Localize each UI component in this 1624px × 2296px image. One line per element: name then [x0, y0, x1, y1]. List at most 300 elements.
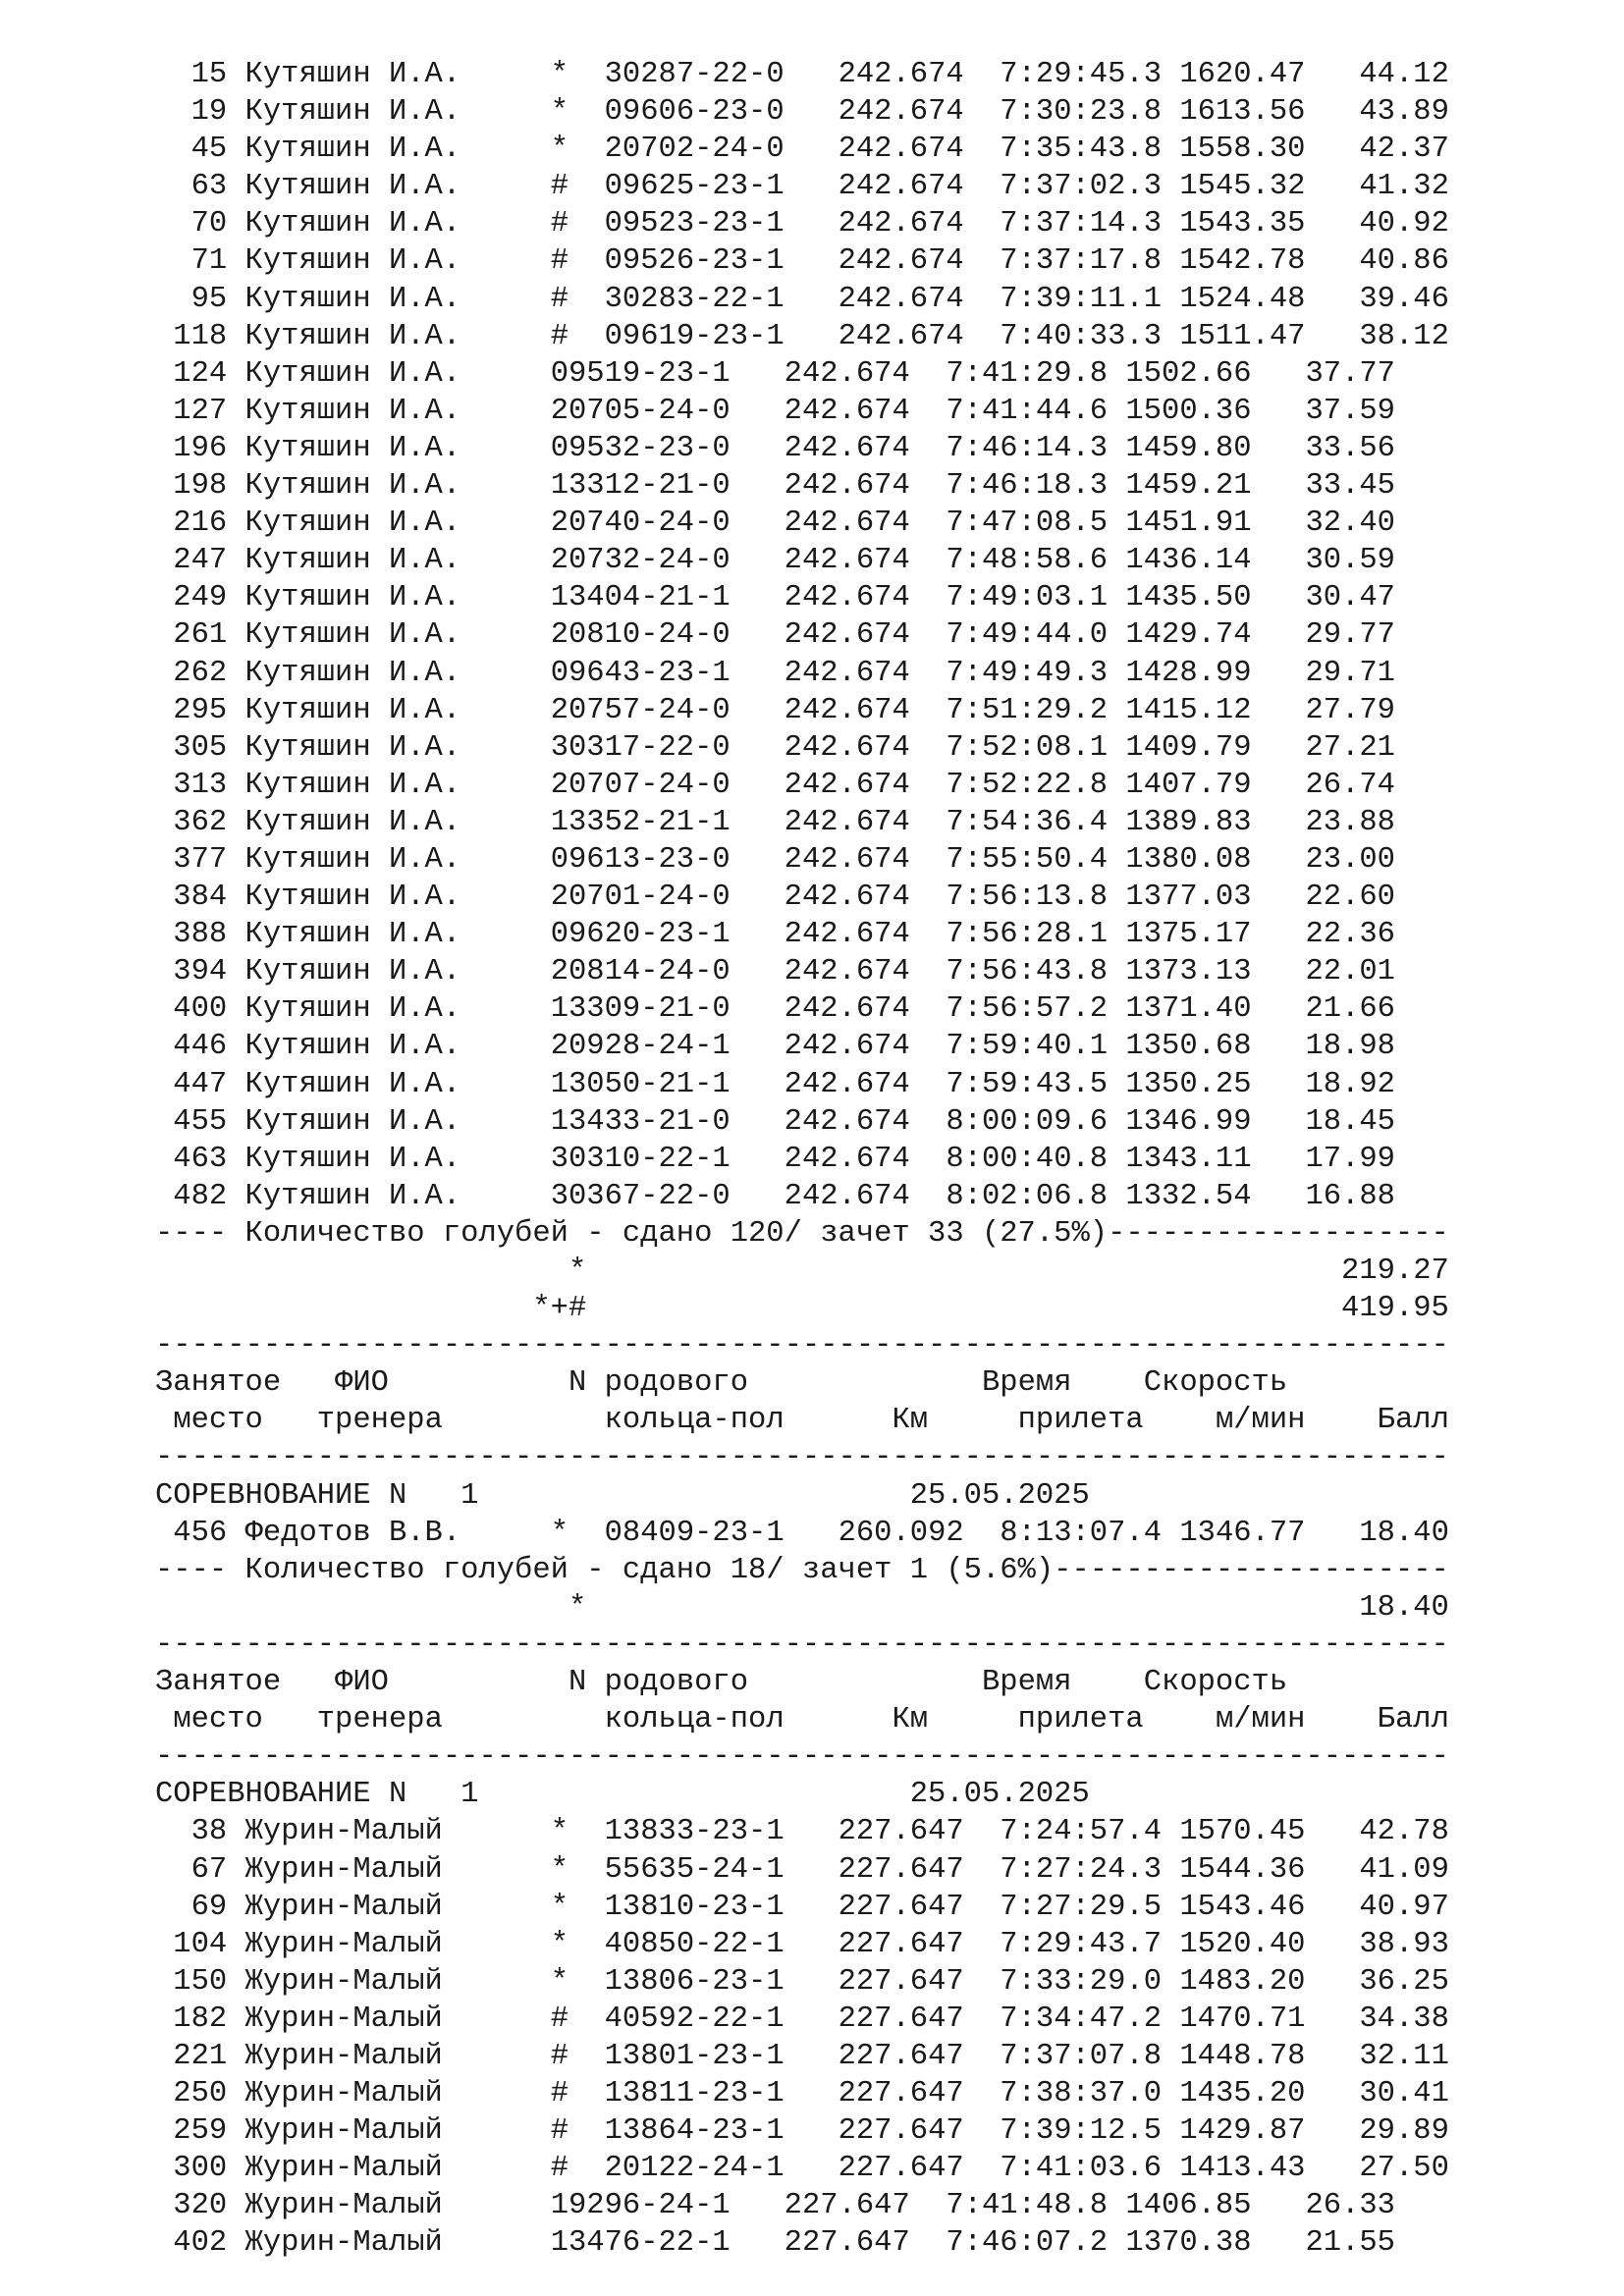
result-name: Журин-Малый — [244, 1852, 551, 1887]
result-name: Журин-Малый — [244, 2152, 551, 2186]
result-name: Журин-Малый — [244, 1927, 551, 1961]
result-km: 242.674 — [838, 319, 964, 353]
result-speed: 1502.66 — [1125, 356, 1252, 391]
result-place: 118 — [155, 319, 228, 353]
result-points: 37.59 — [1287, 394, 1395, 428]
result-row — [155, 467, 1449, 505]
result-place: 63 — [155, 170, 228, 204]
result-row — [155, 767, 1449, 804]
result-time: 7:30:23.8 — [1000, 95, 1163, 130]
result-time: 7:56:13.8 — [946, 881, 1109, 915]
result-points: 34.38 — [1341, 2002, 1449, 2036]
result-ring: 30310-22-1 — [550, 1142, 731, 1176]
result-name: Журин-Малый — [244, 2039, 551, 2073]
result-place: 313 — [155, 768, 228, 802]
result-points: 39.46 — [1341, 282, 1449, 316]
result-km: 242.674 — [784, 1142, 910, 1176]
result-ring: 20810-24-0 — [550, 618, 731, 653]
result-ring: 08409-23-1 — [604, 1516, 785, 1550]
result-speed: 1415.12 — [1125, 693, 1252, 727]
result-ring: 09620-23-1 — [550, 918, 731, 952]
result-ring: 30367-22-0 — [550, 1179, 731, 1213]
result-place: 127 — [155, 394, 228, 428]
result-place: 15 — [155, 58, 228, 91]
result-points: 18.40 — [1341, 1516, 1449, 1550]
header-name: тренера — [316, 1703, 443, 1737]
total-line — [155, 1589, 1449, 1627]
result-points: 32.11 — [1341, 2039, 1449, 2073]
result-ring: 13810-23-1 — [604, 1890, 785, 1924]
result-speed: 1413.43 — [1179, 2152, 1306, 2186]
result-km: 260.092 — [838, 1516, 964, 1550]
table-header — [155, 1402, 1449, 1439]
summary-text: Количество голубей - сдано 18/ зачет 1 (5.6%) — [244, 1553, 1055, 1587]
total-value: 419.95 — [1341, 1292, 1449, 1326]
result-row — [155, 1103, 1449, 1141]
result-speed: 1613.56 — [1179, 95, 1306, 130]
result-name: Кутяшин И.А. — [244, 244, 551, 279]
result-km: 242.674 — [784, 730, 910, 765]
result-points: 17.99 — [1287, 1142, 1395, 1176]
result-time: 7:49:44.0 — [946, 618, 1109, 653]
result-km: 227.647 — [838, 2114, 964, 2149]
result-row — [155, 2224, 1449, 2262]
result-name: Кутяшин И.А. — [244, 95, 551, 130]
result-ring: 20732-24-0 — [550, 544, 731, 578]
result-speed: 1380.08 — [1125, 842, 1252, 877]
divider: ------------------------------------------------------------------------ — [155, 1441, 1449, 1475]
result-place: 124 — [155, 356, 228, 391]
result-place: 259 — [155, 2114, 228, 2149]
result-km: 227.647 — [838, 1852, 964, 1887]
result-points: 40.92 — [1341, 207, 1449, 241]
result-name: Кутяшин И.А. — [244, 805, 551, 839]
header-points: Балл — [1377, 1703, 1449, 1737]
result-ring: 19296-24-1 — [550, 2189, 731, 2223]
result-km: 227.647 — [838, 1815, 964, 1849]
result-ring: 55635-24-1 — [604, 1852, 785, 1887]
result-points: 38.12 — [1341, 319, 1449, 353]
result-points: 40.86 — [1341, 244, 1449, 279]
result-row — [155, 916, 1449, 953]
result-time: 7:41:03.6 — [1000, 2152, 1163, 2186]
result-name: Журин-Малый — [244, 2002, 551, 2036]
header-ring: N родового — [568, 1366, 749, 1401]
result-row — [155, 804, 1449, 841]
result-points: 40.97 — [1341, 1890, 1449, 1924]
header-speed: м/мин — [1215, 1404, 1306, 1438]
result-speed: 1459.21 — [1125, 469, 1252, 504]
result-place: 70 — [155, 207, 228, 241]
header-km: Км — [892, 1404, 929, 1438]
result-km: 242.674 — [784, 842, 910, 877]
result-name: Кутяшин И.А. — [244, 507, 551, 541]
result-row — [155, 1141, 1449, 1178]
result-km: 242.674 — [838, 282, 964, 316]
total-mark: * — [568, 1590, 587, 1625]
header-km: Км — [892, 1703, 929, 1737]
result-ring: 13312-21-0 — [550, 469, 731, 504]
result-time: 7:56:43.8 — [946, 955, 1109, 989]
result-ring: 20705-24-0 — [550, 394, 731, 428]
result-mark: # — [550, 170, 605, 204]
result-ring: 13806-23-1 — [604, 1964, 785, 1999]
result-row — [155, 616, 1449, 654]
result-name: Кутяшин И.А. — [244, 544, 551, 578]
result-row — [155, 56, 1449, 93]
result-points: 16.88 — [1287, 1179, 1395, 1213]
result-km: 242.674 — [784, 1104, 910, 1139]
result-time: 7:51:29.2 — [946, 693, 1109, 727]
result-points: 43.89 — [1341, 95, 1449, 130]
result-points: 18.98 — [1287, 1030, 1395, 1064]
result-speed: 1459.80 — [1125, 431, 1252, 465]
result-name: Кутяшин И.А. — [244, 918, 551, 952]
result-speed: 1520.40 — [1179, 1927, 1306, 1961]
result-place: 394 — [155, 955, 228, 989]
result-place: 402 — [155, 2226, 228, 2261]
header-ring: кольца-пол — [604, 1404, 785, 1438]
result-place: 221 — [155, 2039, 228, 2073]
result-name: Кутяшин И.А. — [244, 319, 551, 353]
result-row — [155, 393, 1449, 430]
result-mark: # — [550, 319, 605, 353]
result-km: 242.674 — [784, 507, 910, 541]
result-row — [155, 2150, 1449, 2187]
result-row — [155, 729, 1449, 767]
result-time: 7:54:36.4 — [946, 805, 1109, 839]
result-ring: 09619-23-1 — [604, 319, 785, 353]
result-mark: * — [550, 1964, 605, 1999]
result-row — [155, 990, 1449, 1028]
result-ring: 09606-23-0 — [604, 95, 785, 130]
result-ring: 13476-22-1 — [550, 2226, 731, 2261]
result-speed: 1429.87 — [1179, 2114, 1306, 2149]
result-ring: 13801-23-1 — [604, 2039, 785, 2073]
result-speed: 1500.36 — [1125, 394, 1252, 428]
total-mark: *+# — [532, 1292, 587, 1326]
result-place: 247 — [155, 544, 228, 578]
result-km: 242.674 — [838, 244, 964, 279]
result-points: 27.21 — [1287, 730, 1395, 765]
result-km: 242.674 — [784, 356, 910, 391]
result-time: 7:46:18.3 — [946, 469, 1109, 504]
result-speed: 1373.13 — [1125, 955, 1252, 989]
result-ring: 20814-24-0 — [550, 955, 731, 989]
header-points: Балл — [1377, 1404, 1449, 1438]
result-km: 242.674 — [838, 170, 964, 204]
result-name: Кутяшин И.А. — [244, 881, 551, 915]
result-row — [155, 355, 1449, 393]
result-km: 242.674 — [838, 133, 964, 167]
competition-date: 25.05.2025 — [909, 1778, 1090, 1812]
result-time: 8:02:06.8 — [946, 1179, 1109, 1213]
header-speed: м/мин — [1215, 1703, 1306, 1737]
result-mark: # — [550, 282, 605, 316]
result-ring: 13309-21-0 — [550, 992, 731, 1027]
result-ring: 20702-24-0 — [604, 133, 785, 167]
result-points: 22.60 — [1287, 881, 1395, 915]
result-time: 7:49:49.3 — [946, 656, 1109, 690]
result-row — [155, 2075, 1449, 2112]
result-time: 7:24:57.4 — [1000, 1815, 1163, 1849]
result-row — [155, 655, 1449, 692]
result-points: 44.12 — [1341, 58, 1449, 91]
result-place: 69 — [155, 1890, 228, 1924]
result-km: 227.647 — [838, 2039, 964, 2073]
result-row — [155, 2187, 1449, 2224]
result-speed: 1409.79 — [1125, 730, 1252, 765]
divider: ------------------------------------------------------------------------ — [155, 1329, 1449, 1363]
result-row — [155, 841, 1449, 879]
result-name: Журин-Малый — [244, 2226, 551, 2261]
result-ring: 09519-23-1 — [550, 356, 731, 391]
result-row — [155, 1178, 1449, 1215]
result-name: Кутяшин И.А. — [244, 282, 551, 316]
header-name: тренера — [316, 1404, 443, 1438]
result-speed: 1428.99 — [1125, 656, 1252, 690]
result-place: 198 — [155, 469, 228, 504]
result-time: 8:00:09.6 — [946, 1104, 1109, 1139]
result-mark: # — [550, 2039, 605, 2073]
result-ring: 20928-24-1 — [550, 1030, 731, 1064]
result-points: 22.36 — [1287, 918, 1395, 952]
result-place: 305 — [155, 730, 228, 765]
result-km: 227.647 — [838, 2152, 964, 2186]
result-ring: 09526-23-1 — [604, 244, 785, 279]
result-km: 242.674 — [784, 581, 910, 615]
result-points: 18.45 — [1287, 1104, 1395, 1139]
result-speed: 1620.47 — [1179, 58, 1306, 91]
result-points: 30.59 — [1287, 544, 1395, 578]
result-place: 250 — [155, 2077, 228, 2111]
result-speed: 1407.79 — [1125, 768, 1252, 802]
competition-title: СОРЕВНОВАНИЕ N 1 — [155, 1478, 479, 1513]
result-ring: 13050-21-1 — [550, 1067, 731, 1101]
header-place: Занятое — [155, 1366, 282, 1401]
result-place: 262 — [155, 656, 228, 690]
header-ring: кольца-пол — [604, 1703, 785, 1737]
result-km: 227.647 — [784, 2189, 910, 2223]
result-place: 463 — [155, 1142, 228, 1176]
result-km: 242.674 — [838, 95, 964, 130]
result-ring: 09613-23-0 — [550, 842, 731, 877]
result-place: 456 — [155, 1516, 228, 1550]
result-speed: 1346.77 — [1179, 1516, 1306, 1550]
result-points: 37.77 — [1287, 356, 1395, 391]
result-time: 7:41:48.8 — [946, 2189, 1109, 2223]
result-mark: # — [550, 2152, 605, 2186]
result-time: 8:00:40.8 — [946, 1142, 1109, 1176]
total-mark: * — [568, 1255, 587, 1288]
result-points: 21.66 — [1287, 992, 1395, 1027]
result-ring: 09523-23-1 — [604, 207, 785, 241]
result-ring: 09643-23-1 — [550, 656, 731, 690]
result-ring: 13864-23-1 — [604, 2114, 785, 2149]
table-header — [155, 1364, 1449, 1402]
result-speed: 1429.74 — [1125, 618, 1252, 653]
result-row — [155, 168, 1449, 205]
result-speed: 1483.20 — [1179, 1964, 1306, 1999]
result-name: Журин-Малый — [244, 1890, 551, 1924]
result-row — [155, 1926, 1449, 1963]
result-time: 7:52:08.1 — [946, 730, 1109, 765]
result-speed: 1406.85 — [1125, 2189, 1252, 2223]
result-points: 32.40 — [1287, 507, 1395, 541]
result-points: 42.37 — [1341, 133, 1449, 167]
result-name: Кутяшин И.А. — [244, 1179, 551, 1213]
result-name: Кутяшин И.А. — [244, 581, 551, 615]
result-speed: 1371.40 — [1125, 992, 1252, 1027]
summary-line: ---- Количество голубей - сдано 18/ зачет 1 (5.6%)---------------------- — [155, 1553, 1449, 1587]
result-place: 400 — [155, 992, 228, 1027]
result-km: 227.647 — [838, 1964, 964, 1999]
result-points: 42.78 — [1341, 1815, 1449, 1849]
result-speed: 1542.78 — [1179, 244, 1306, 279]
result-km: 227.647 — [784, 2226, 910, 2261]
result-row — [155, 2112, 1449, 2150]
result-speed: 1570.45 — [1179, 1815, 1306, 1849]
result-row — [155, 318, 1449, 355]
result-place: 362 — [155, 805, 228, 839]
result-points: 30.41 — [1341, 2077, 1449, 2111]
competition-line — [155, 1776, 1449, 1813]
result-km: 242.674 — [784, 1179, 910, 1213]
result-time: 7:37:17.8 — [1000, 244, 1163, 279]
result-time: 7:39:12.5 — [1000, 2114, 1163, 2149]
result-row — [155, 1889, 1449, 1926]
result-place: 67 — [155, 1852, 228, 1887]
result-place: 196 — [155, 431, 228, 465]
result-points: 23.00 — [1287, 842, 1395, 877]
result-ring: 13811-23-1 — [604, 2077, 785, 2111]
header-ring: N родового — [568, 1666, 749, 1700]
result-ring: 13833-23-1 — [604, 1815, 785, 1849]
result-place: 388 — [155, 918, 228, 952]
result-km: 242.674 — [784, 394, 910, 428]
result-time: 7:56:28.1 — [946, 918, 1109, 952]
result-row — [155, 1066, 1449, 1103]
result-mark: * — [550, 95, 605, 130]
result-ring: 20740-24-0 — [550, 507, 731, 541]
result-speed: 1370.38 — [1125, 2226, 1252, 2261]
result-points: 29.89 — [1341, 2114, 1449, 2149]
result-points: 36.25 — [1341, 1964, 1449, 1999]
result-name: Кутяшин И.А. — [244, 431, 551, 465]
result-speed: 1343.11 — [1125, 1142, 1252, 1176]
result-mark: * — [550, 1815, 605, 1849]
result-speed: 1558.30 — [1179, 133, 1306, 167]
result-time: 7:59:43.5 — [946, 1067, 1109, 1101]
result-row — [155, 205, 1449, 242]
result-name: Кутяшин И.А. — [244, 955, 551, 989]
header-speed: Скорость — [1143, 1666, 1288, 1700]
header-place: Занятое — [155, 1666, 282, 1700]
result-time: 7:41:29.8 — [946, 356, 1109, 391]
result-km: 242.674 — [784, 768, 910, 802]
result-time: 7:40:33.3 — [1000, 319, 1163, 353]
result-row — [155, 2038, 1449, 2075]
result-time: 7:27:29.5 — [1000, 1890, 1163, 1924]
result-name: Кутяшин И.А. — [244, 730, 551, 765]
result-name: Кутяшин И.А. — [244, 133, 551, 167]
result-ring: 13433-21-0 — [550, 1104, 731, 1139]
result-speed: 1377.03 — [1125, 881, 1252, 915]
result-name: Кутяшин И.А. — [244, 768, 551, 802]
result-speed: 1332.54 — [1125, 1179, 1252, 1213]
result-ring: 13352-21-1 — [550, 805, 731, 839]
result-mark: # — [550, 244, 605, 279]
result-ring: 20707-24-0 — [550, 768, 731, 802]
result-time: 8:13:07.4 — [1000, 1516, 1163, 1550]
result-place: 447 — [155, 1067, 228, 1101]
result-time: 7:56:57.2 — [946, 992, 1109, 1027]
result-place: 482 — [155, 1179, 228, 1213]
result-km: 227.647 — [838, 1890, 964, 1924]
result-km: 242.674 — [784, 618, 910, 653]
table-header — [155, 1701, 1449, 1738]
result-name: Журин-Малый — [244, 2114, 551, 2149]
result-row — [155, 1963, 1449, 2001]
result-km: 227.647 — [838, 2002, 964, 2036]
table-header — [155, 1664, 1449, 1701]
result-mark: * — [550, 1890, 605, 1924]
result-name: Журин-Малый — [244, 2189, 551, 2223]
result-mark: * — [550, 133, 605, 167]
header-time: прилета — [1017, 1404, 1144, 1438]
result-speed: 1375.17 — [1125, 918, 1252, 952]
result-mark: * — [550, 1927, 605, 1961]
competition-line — [155, 1477, 1449, 1515]
result-km: 242.674 — [784, 992, 910, 1027]
result-name: Кутяшин И.А. — [244, 1030, 551, 1064]
result-place: 446 — [155, 1030, 228, 1064]
result-name: Кутяшин И.А. — [244, 1067, 551, 1101]
result-speed: 1389.83 — [1125, 805, 1252, 839]
result-place: 261 — [155, 618, 228, 653]
result-row — [155, 505, 1449, 542]
result-row — [155, 879, 1449, 916]
result-name: Кутяшин И.А. — [244, 992, 551, 1027]
total-line — [155, 1290, 1449, 1327]
result-row — [155, 1515, 1449, 1552]
result-time: 7:37:14.3 — [1000, 207, 1163, 241]
result-time: 7:29:45.3 — [1000, 58, 1163, 91]
result-mark: # — [550, 2002, 605, 2036]
result-name: Кутяшин И.А. — [244, 469, 551, 504]
result-points: 23.88 — [1287, 805, 1395, 839]
result-speed: 1346.99 — [1125, 1104, 1252, 1139]
result-row — [155, 131, 1449, 168]
result-row — [155, 579, 1449, 616]
result-km: 227.647 — [838, 2077, 964, 2111]
result-points: 33.56 — [1287, 431, 1395, 465]
result-row — [155, 93, 1449, 131]
result-speed: 1511.47 — [1179, 319, 1306, 353]
result-points: 41.09 — [1341, 1852, 1449, 1887]
result-name: Федотов В.В. — [244, 1516, 551, 1550]
result-points: 29.77 — [1287, 618, 1395, 653]
result-row — [155, 1851, 1449, 1889]
results-printout — [155, 56, 1449, 2263]
result-row — [155, 281, 1449, 318]
result-time: 7:39:11.1 — [1000, 282, 1163, 316]
result-points: 22.01 — [1287, 955, 1395, 989]
result-ring: 30287-22-0 — [604, 58, 785, 91]
result-speed: 1435.20 — [1179, 2077, 1306, 2111]
result-time: 7:47:08.5 — [946, 507, 1109, 541]
result-mark: # — [550, 2077, 605, 2111]
